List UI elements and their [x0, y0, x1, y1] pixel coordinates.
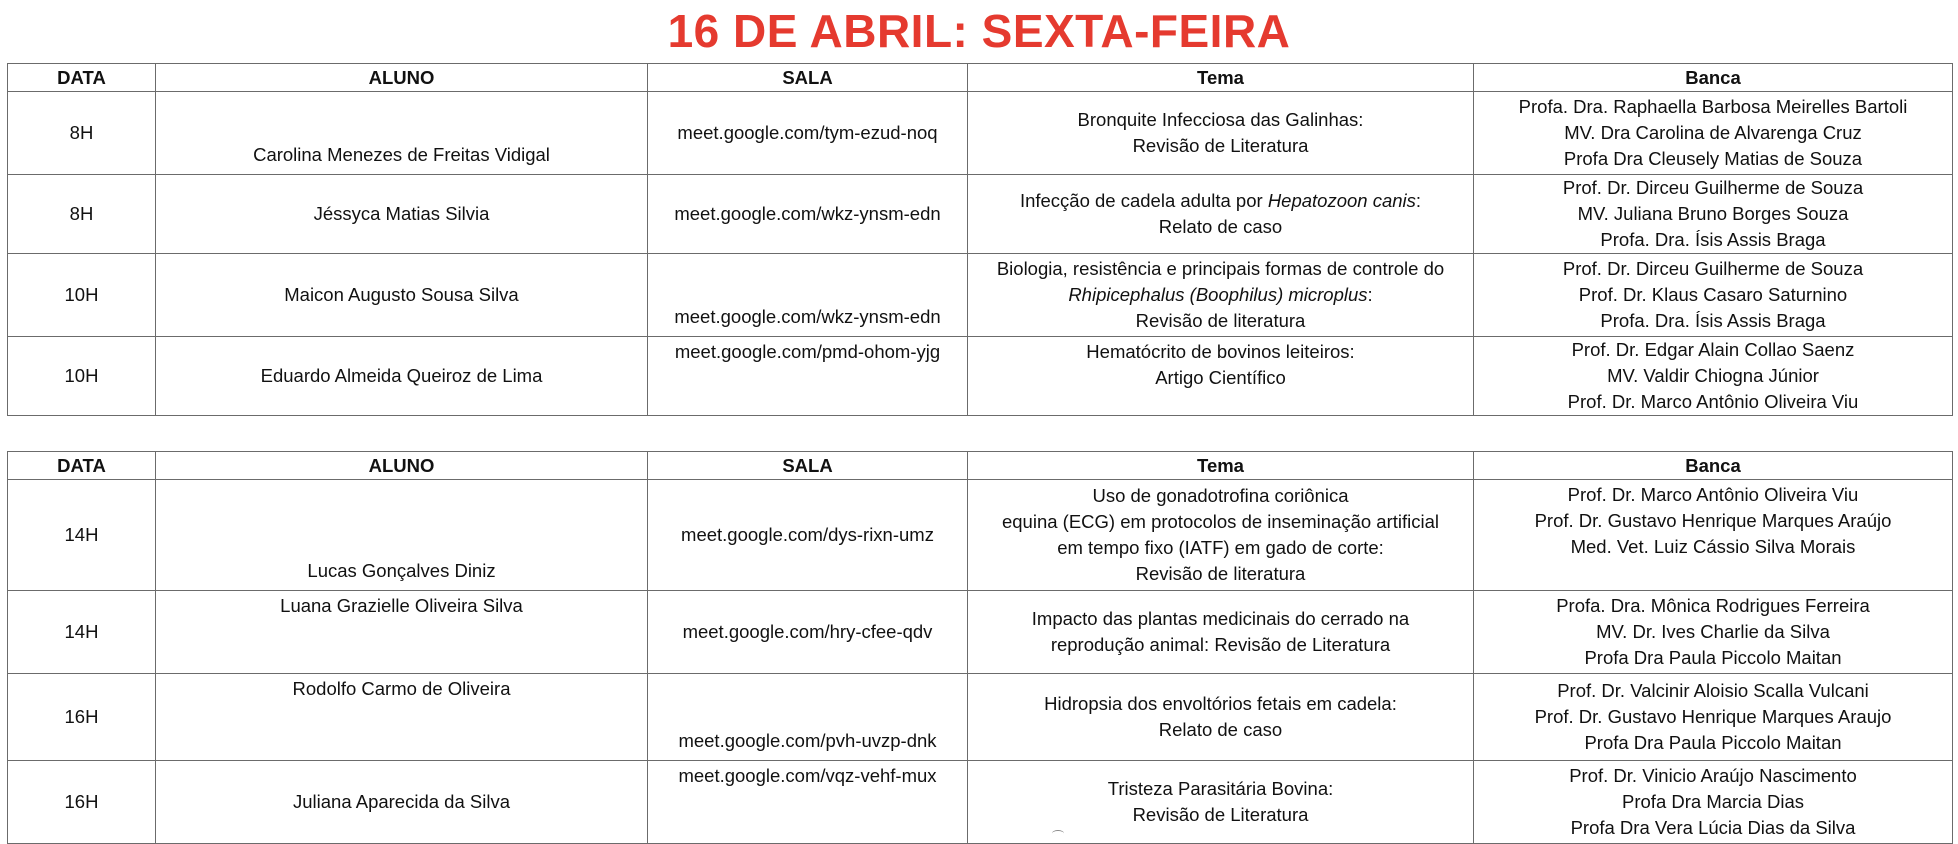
tema-line: Revisão de literatura	[1135, 310, 1306, 331]
banca-member: Prof. Dr. Marco Antônio Oliveira Viu	[1567, 484, 1859, 505]
banca-member: Profa Dra Paula Piccolo Maitan	[1584, 732, 1842, 753]
cell-sala	[648, 254, 968, 337]
cell-data: 8H	[8, 175, 156, 254]
cell-sala	[648, 337, 968, 416]
tema-line: reprodução animal: Revisão de Literatura	[1050, 634, 1391, 655]
banca-member: Prof. Dr. Klaus Casaro Saturnino	[1578, 284, 1848, 305]
tema-line: em tempo fixo (IATF) em gado de corte:	[1057, 537, 1384, 558]
cell-banca	[1474, 175, 1953, 254]
tema-line	[974, 188, 1467, 214]
cell-sala	[648, 674, 968, 761]
meeting-link[interactable]: meet.google.com/pmd-ohom-yjg	[674, 341, 941, 362]
banca-member: MV. Valdir Chiogna Júnior	[1607, 365, 1819, 386]
table-row	[8, 591, 1953, 674]
cell-aluno: Lucas Gonçalves Diniz	[156, 480, 648, 591]
cell-aluno: Carolina Menezes de Freitas Vidigal	[156, 92, 648, 175]
tema-line: Hidropsia dos envoltórios fetais em cadela:	[1044, 693, 1397, 714]
tema-text: Infecção de cadela adulta por	[1019, 190, 1268, 211]
meeting-link[interactable]: meet.google.com/hry-cfee-qdv	[682, 621, 933, 642]
tema-line: Artigo Científico	[1155, 367, 1286, 388]
tema-line: Relato de caso	[1158, 216, 1283, 237]
banca-member: Profa. Dra. Raphaella Barbosa Meirelles Bartoli	[1518, 96, 1908, 117]
banca-member: Prof. Dr. Gustavo Henrique Marques Araújo	[1534, 510, 1892, 531]
banca-member: Profa. Dra. Ísis Assis Braga	[1600, 229, 1826, 250]
cell-banca	[1474, 591, 1953, 674]
cell-banca	[1474, 674, 1953, 761]
header-data: DATA	[8, 64, 156, 92]
banca-member: Prof. Dr. Valcinir Aloisio Scalla Vulcani	[1557, 680, 1869, 701]
cell-data: 14H	[8, 591, 156, 674]
schedule-table-morning	[7, 63, 1953, 416]
tema-line: Revisão de literatura	[1135, 563, 1306, 584]
meeting-link[interactable]: meet.google.com/tym-ezud-noq	[677, 122, 938, 143]
cell-tema	[968, 92, 1474, 175]
table-row	[8, 337, 1953, 416]
cell-aluno: Maicon Augusto Sousa Silva	[156, 254, 648, 337]
banca-member: Profa Dra Paula Piccolo Maitan	[1584, 647, 1842, 668]
cell-tema	[968, 761, 1474, 844]
banca-member: Med. Vet. Luiz Cássio Silva Morais	[1570, 536, 1856, 557]
cell-banca	[1474, 337, 1953, 416]
table-header-row	[8, 452, 1953, 480]
banca-member: Profa. Dra. Mônica Rodrigues Ferreira	[1556, 595, 1870, 616]
table-row	[8, 480, 1953, 591]
banca-member: Prof. Dr. Marco Antônio Oliveira Viu	[1567, 391, 1859, 412]
cell-sala	[648, 480, 968, 591]
tema-line: Hematócrito de bovinos leiteiros:	[1086, 341, 1355, 362]
cell-data: 16H	[8, 761, 156, 844]
banca-member: Prof. Dr. Gustavo Henrique Marques Araujo	[1534, 706, 1892, 727]
cell-data: 16H	[8, 674, 156, 761]
table-row	[8, 761, 1953, 844]
banca-member: Profa Dra Cleusely Matias de Souza	[1563, 148, 1863, 169]
header-sala: SALA	[648, 64, 968, 92]
tema-line: Revisão de Literatura	[1132, 135, 1309, 156]
tema-line: Revisão de Literatura	[1132, 804, 1309, 825]
banca-member: Prof. Dr. Dirceu Guilherme de Souza	[1562, 177, 1864, 198]
meeting-link[interactable]: meet.google.com/wkz-ynsm-edn	[674, 203, 941, 224]
cell-tema	[968, 337, 1474, 416]
tema-line: Bronquite Infecciosa das Galinhas:	[1077, 109, 1364, 130]
header-aluno: ALUNO	[156, 64, 648, 92]
tema-line: Biologia, resistência e principais formas de controle do	[996, 258, 1445, 279]
table-header-row	[8, 64, 1953, 92]
header-data: DATA	[8, 452, 156, 480]
cell-tema	[968, 175, 1474, 254]
cell-tema	[968, 674, 1474, 761]
banca-member: Prof. Dr. Vinicio Araújo Nascimento	[1569, 765, 1857, 786]
header-sala: SALA	[648, 452, 968, 480]
cell-banca	[1474, 480, 1953, 591]
tema-line: equina (ECG) em protocolos de inseminação artificial	[1001, 511, 1439, 532]
tema-line: Tristeza Parasitária Bovina:	[1107, 778, 1334, 799]
header-banca: Banca	[1474, 64, 1953, 92]
page-title: 16 DE ABRIL: SEXTA-FEIRA	[667, 5, 1291, 57]
tema-line: Uso de gonadotrofina coriônica	[1092, 485, 1349, 506]
cell-aluno: Juliana Aparecida da Silva	[156, 761, 648, 844]
cell-aluno: Eduardo Almeida Queiroz de Lima	[156, 337, 648, 416]
cell-sala	[648, 591, 968, 674]
cell-banca	[1474, 92, 1953, 175]
tema-text: :	[1415, 190, 1422, 211]
cell-data: 14H	[8, 480, 156, 591]
tema-text: :	[1367, 284, 1373, 305]
cell-aluno: Luana Grazielle Oliveira Silva	[156, 591, 648, 674]
banca-member: MV. Dra Carolina de Alvarenga Cruz	[1564, 122, 1862, 143]
header-tema: Tema	[968, 452, 1474, 480]
meeting-link[interactable]: meet.google.com/dys-rixn-umz	[681, 524, 934, 545]
banca-member: Prof. Dr. Edgar Alain Collao Saenz	[1571, 339, 1855, 360]
banca-member: Profa. Dra. Ísis Assis Braga	[1600, 310, 1826, 331]
tema-line: Impacto das plantas medicinais do cerrado na	[1031, 608, 1410, 629]
banca-member: Profa Dra Vera Lúcia Dias da Silva	[1570, 817, 1856, 838]
tema-species: Hepatozoon canis	[1267, 190, 1416, 211]
cell-banca	[1474, 761, 1953, 844]
cell-aluno: Rodolfo Carmo de Oliveira	[156, 674, 648, 761]
banca-member: MV. Dr. Ives Charlie da Silva	[1596, 621, 1830, 642]
header-tema: Tema	[968, 64, 1474, 92]
schedule-table-afternoon	[7, 451, 1953, 844]
cell-sala	[648, 92, 968, 175]
cell-data: 10H	[8, 337, 156, 416]
banca-member: Prof. Dr. Dirceu Guilherme de Souza	[1562, 258, 1864, 279]
cell-sala	[648, 761, 968, 844]
table-row	[8, 92, 1953, 175]
cell-tema	[968, 254, 1474, 337]
banca-member: Profa Dra Marcia Dias	[1622, 791, 1804, 812]
tema-line: Relato de caso	[1158, 719, 1283, 740]
cell-sala	[648, 175, 968, 254]
table-row	[8, 254, 1953, 337]
header-aluno: ALUNO	[156, 452, 648, 480]
table-row	[8, 175, 1953, 254]
tema-line	[974, 282, 1467, 308]
meeting-link[interactable]: meet.google.com/wkz-ynsm-edn	[674, 306, 941, 327]
cell-data: 8H	[8, 92, 156, 175]
cell-data: 10H	[8, 254, 156, 337]
meeting-link[interactable]: meet.google.com/vqz-vehf-mux	[678, 765, 937, 786]
cell-aluno: Jéssyca Matias Silvia	[156, 175, 648, 254]
header-banca: Banca	[1474, 452, 1953, 480]
table-row	[8, 674, 1953, 761]
tema-species: Rhipicephalus (Boophilus) microplus	[1068, 284, 1368, 305]
page-edge-mark	[1052, 830, 1064, 837]
cell-tema	[968, 591, 1474, 674]
cell-banca	[1474, 254, 1953, 337]
meeting-link[interactable]: meet.google.com/pvh-uvzp-dnk	[678, 730, 937, 751]
banca-member: MV. Juliana Bruno Borges Souza	[1577, 203, 1849, 224]
cell-tema	[968, 480, 1474, 591]
